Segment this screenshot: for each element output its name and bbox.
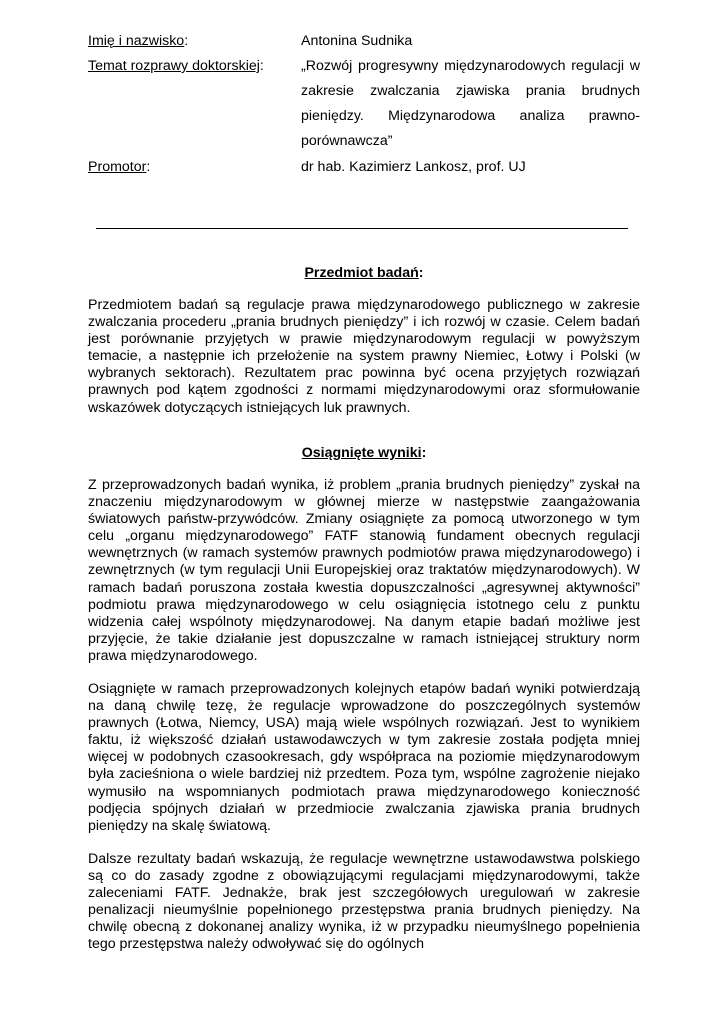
paragraph-results-2: Osiągnięte w ramach przeprowadzonych kolejnych etapów badań wyniki potwierdzają na daną chwilę tezę, że regulacje wprowadzone do poszczególnych systemów prawnych (Łotwa, Niemcy, USA) mają wiele wspólnych rozwiązań. Jest to wynikiem faktu, iż większość działań ustawodawczych w tym zakresie została podjęta mniej więcej w podobnych czasookresach, gdy współpraca na poziomie międzynarodowym była zacieśniona o wiele bardziej niż przedtem. Poza tym, wspólne zagrożenie niejako wymusiło na wspomnianych podmiotach prawa międzynarodowego konieczność podjęcia spójnych działań w przedmiocie zwalczania zjawiska prania brudnych pieniędzy na skalę światową. bbox=[88, 681, 640, 834]
section-heading-results: Osiągnięte wyniki: bbox=[301, 445, 427, 461]
name-label: Imię i nazwisko bbox=[88, 33, 185, 49]
topic-value: „Rozwój progresywny międzynarodowych regulacji w zakresie zwalczania zjawiska prania brudnych pieniędzy. Międzynarodowa analiza prawno-porównawcza” bbox=[301, 58, 640, 149]
paragraph-results-1: Z przeprowadzonych badań wynika, iż problem „prania brudnych pieniędzy” zyskał na znaczeniu międzynarodowym w głównej mierze w następstwie zaangażowania światowych państw-przywódców. Zmiany osiągnięte za pomocą utworzonego w tym celu „organu międzynarodowego” FATF stanowią fundament obecnych regulacji wewnętrznych (w ramach systemów prawnych podmiotów prawa międzynarodowego) i zewnętrznych (w tym regulacji Unii Europejskiej oraz traktatów międzynarodowych). W ramach badań poruszona została kwestia dopuszczalności „agresywnej aktywności” podmiotu prawa międzynarodowego w celu osiągnięcia istotnego celu z punktu widzenia całej wspólnoty międzynarodowej. Na danym etapie badań możliwe jest przyjęcie, że takie działanie jest dopuszczalne w ramach istniejącej struktury norm prawa międzynarodowego. bbox=[88, 477, 640, 664]
promoter-value: dr hab. Kazimierz Lankosz, prof. UJ bbox=[301, 159, 526, 175]
paragraph-research-subject: Przedmiotem badań są regulacje prawa międzynarodowego publicznego w zakresie zwalczania procederu „prania brudnych pieniędzy” i ich rozwój w czasie. Celem badań jest porównanie przyjętych w prawie międzynarodowym regulacji w powyższym temacie, a następnie ich przełożenie na system prawny Niemiec, Łotwy i Polski (w wybranych sektorach). Rezultatem prac powinna być ocena przyjętych rozwiązań prawnych pod kątem zgodności z normami międzynarodowymi oraz sformułowanie wskazówek dotyczących istniejących luk prawnych. bbox=[88, 297, 640, 416]
name-value: Antonina Sudnika bbox=[301, 33, 413, 49]
section-heading-research-subject: Przedmiot badań: bbox=[304, 265, 424, 281]
divider-line bbox=[96, 228, 628, 229]
topic-label: Temat rozprawy doktorskiej bbox=[88, 58, 260, 74]
paragraph-results-3: Dalsze rezultaty badań wskazują, że regulacje wewnętrzne ustawodawstwa polskiego są co do zasady zgodne z obowiązującymi regulacjami międzynarodowymi, także zaleceniami FATF. Jednakże, brak jest szczegółowych uregulowań w zakresie penalizacji nieumyślnie popełnionego przestępstwa prania brudnych pieniędzy. Na chwilę obecną z dokonanej analizy wynika, iż w przypadku nieumyślnego popełnienia tego przestępstwa należy odwoływać się do ogólnych bbox=[88, 851, 640, 953]
promoter-label: Promotor bbox=[88, 159, 147, 175]
